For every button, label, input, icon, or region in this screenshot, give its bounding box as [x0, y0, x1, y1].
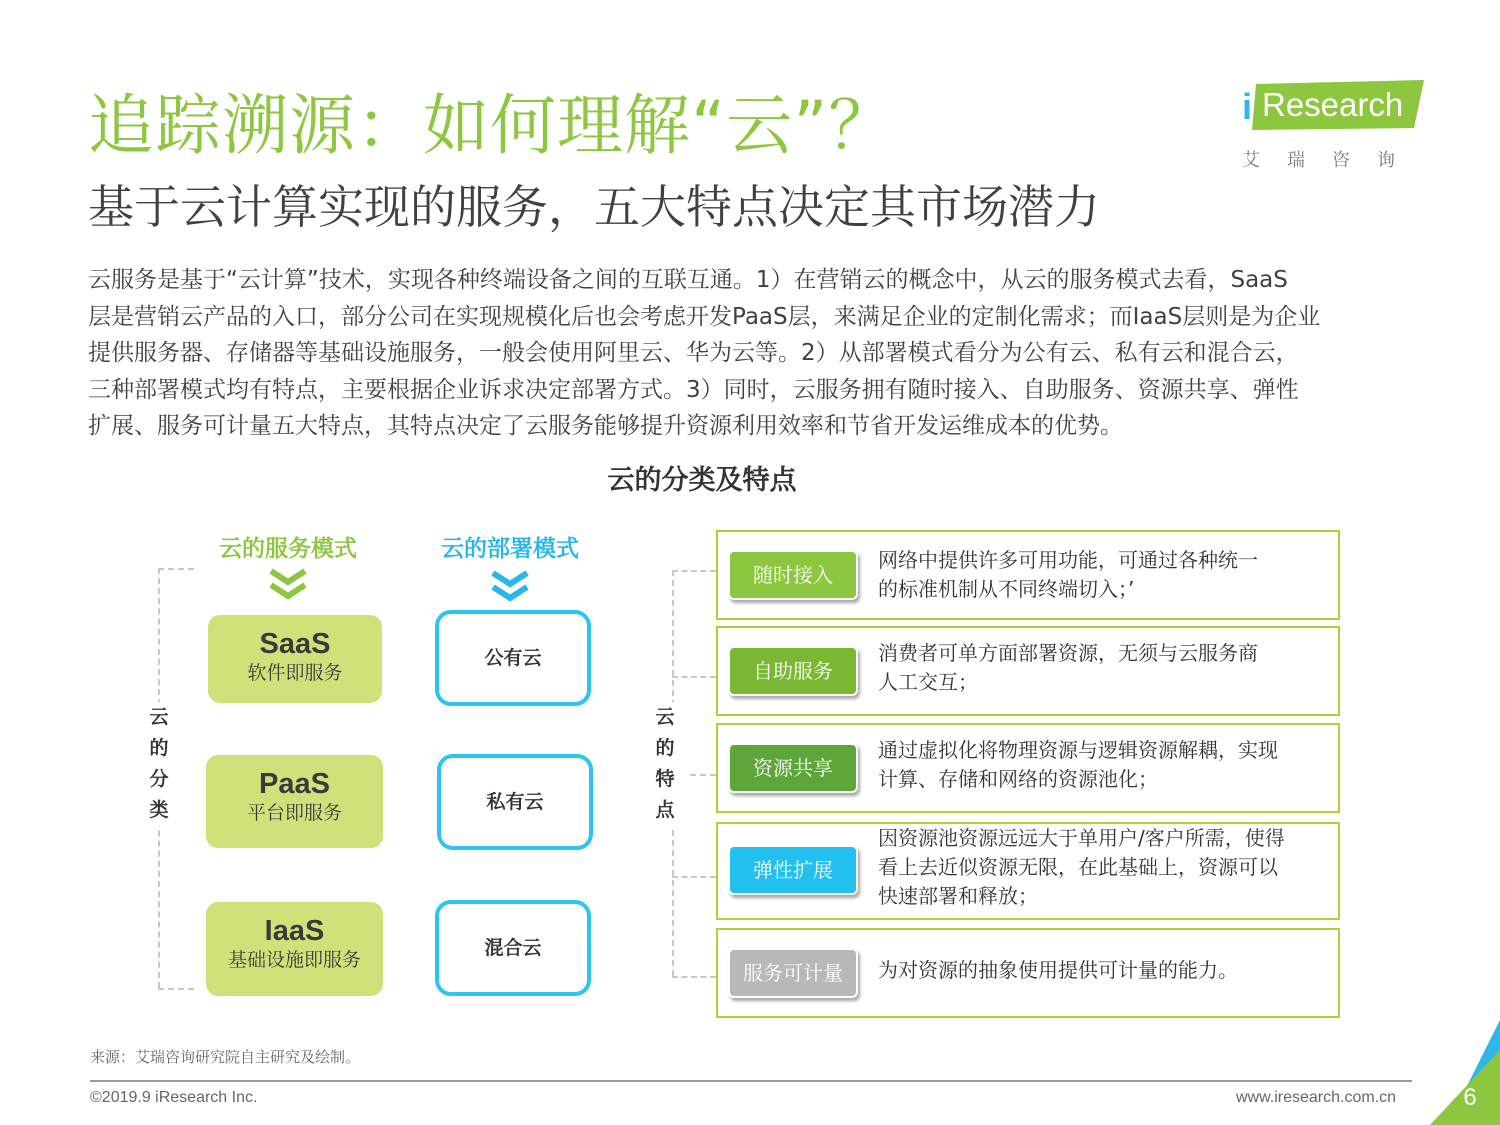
- body-line: 三种部署模式均有特点，主要根据企业诉求决定部署方式。3）同时，云服务拥有随时接入、自助服务、资源共享、弹性: [88, 376, 1299, 403]
- bracket-line: [672, 976, 716, 978]
- page-number: 6: [1463, 1084, 1477, 1111]
- feature-card: [716, 928, 1340, 1018]
- features-label: 云 的 特 点: [652, 702, 678, 826]
- bracket-line: [158, 568, 194, 570]
- bracket-line: [158, 988, 194, 990]
- footer-divider: [90, 1080, 1412, 1082]
- source-note: 来源：艾瑞咨询研究院自主研究及绘制。: [90, 1048, 361, 1066]
- bracket-line: [672, 676, 716, 678]
- feature-card: [716, 530, 1340, 620]
- classification-label: 云 的 分 类: [146, 702, 172, 826]
- body-line: 云服务是基于“云计算”技术，实现各种终端设备之间的互联互通。1）在营销云的概念中，从云的服务模式去看，SaaS: [88, 267, 1288, 293]
- chevron-down-icon: [268, 568, 308, 602]
- body-paragraph: [88, 262, 1428, 445]
- feature-label: 随时接入: [728, 550, 858, 600]
- bracket-line: [690, 774, 716, 776]
- feature-description: 网络中提供许多可用功能，可通过各种统一 的标准机制从不同终端切入；’: [878, 548, 1258, 601]
- body-line: 扩展、服务可计量五大特点，其特点决定了云服务能够提升资源利用效率和节省开发运维成本的优势。: [88, 413, 1123, 439]
- feature-label: 自助服务: [728, 646, 858, 696]
- body-line: 层是营销云产品的入口，部分公司在实现规模化后也会考虑开发PaaS层，来满足企业的定制化需求；而IaaS层则是为企业: [88, 303, 1321, 330]
- website-link[interactable]: www.iresearch.com.cn: [1236, 1089, 1397, 1106]
- feature-label: 服务可计量: [728, 948, 858, 998]
- service-box-paas: PaaS 平台即服务: [206, 755, 383, 848]
- feature-card: [716, 626, 1340, 716]
- diagram-title: 云的分类及特点: [607, 465, 797, 496]
- chevron-down-icon: [490, 570, 530, 604]
- feature-card: [716, 723, 1340, 813]
- feature-description: 消费者可单方面部署资源，无须与云服务商 人工交互；: [878, 641, 1258, 694]
- logo-subtitle: 艾瑞咨询: [1242, 150, 1422, 171]
- feature-card: [716, 822, 1340, 920]
- body-line: 提供服务器、存储器等基础设施服务，一般会使用阿里云、华为云等。2）从部署模式看分为公有云、私有云和混合云，: [88, 340, 1299, 366]
- feature-description: 为对资源的抽象使用提供可计量的能力。: [878, 958, 1238, 982]
- bracket-line: [672, 876, 716, 878]
- feature-label: 资源共享: [728, 743, 858, 793]
- deployment-box-public: 公有云: [435, 610, 591, 706]
- deployment-box-hybrid: 混合云: [435, 900, 591, 996]
- deployment-model-heading: 云的部署模式: [441, 536, 579, 562]
- logo-i: i: [1242, 86, 1253, 127]
- service-model-heading: 云的服务模式: [219, 536, 357, 562]
- feature-label: 弹性扩展: [728, 845, 858, 895]
- feature-description: 通过虚拟化将物理资源与逻辑资源解耦，实现 计算、存储和网络的资源池化；: [878, 738, 1278, 791]
- deployment-box-private: 私有云: [437, 754, 593, 850]
- copyright: ©2019.9 iResearch Inc.: [90, 1089, 258, 1106]
- feature-description: 因资源池资源远远大于单用户/客户所需，使得 看上去近似资源无限，在此基础上，资源可以 快速部署和释放；: [878, 826, 1285, 908]
- service-box-iaas: IaaS 基础设施即服务: [206, 902, 383, 996]
- service-box-saas: SaaS 软件即服务: [208, 615, 382, 703]
- bracket-line: [672, 570, 716, 572]
- page-subtitle: 基于云计算实现的服务，五大特点决定其市场潜力: [88, 180, 1100, 234]
- logo-name: Research: [1262, 86, 1404, 123]
- page-title: 追踪溯源：如何理解“云”？: [88, 87, 896, 164]
